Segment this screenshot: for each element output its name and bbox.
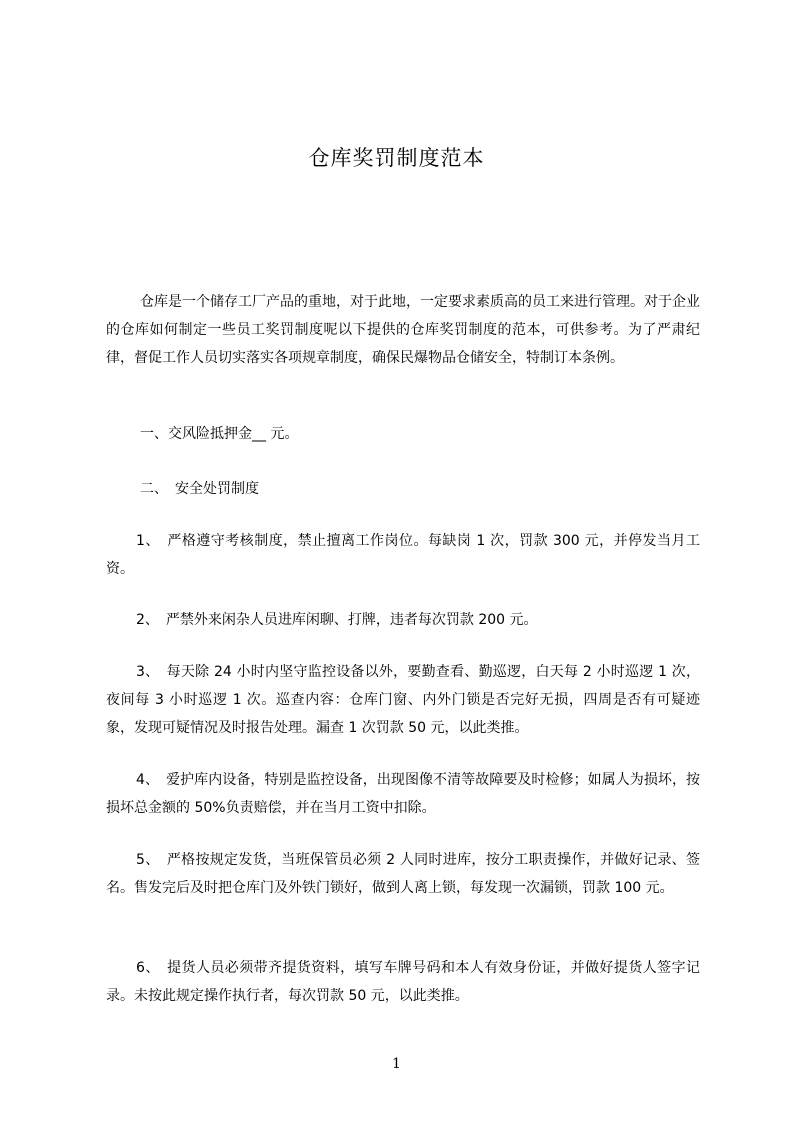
section-1-heading: 一、交风险抵押金__ 元。 <box>140 426 299 442</box>
intro-paragraph: 仓库是一个储存工厂产品的重地，对于此地，一定要求素质高的员工来进行管理。对于企业的仓库如何制定一些员工奖罚制度呢以下提供的仓库奖罚制度的范本，可供参考。为了严肃纪律，督促工作人员切实落实各项规章制度，确保民爆物品仓储安全，特制订本条例。 <box>106 294 700 366</box>
rule-item-1: 1、 严格遵守考核制度，禁止擅离工作岗位。每缺岗 1 次，罚款 300 元，并停发当月工资。 <box>106 533 700 577</box>
rule-item-3: 3、 每天除 24 小时内坚守监控设备以外，要勤查看、勤巡逻，白天每 2 小时巡逻 1 次，夜间每 3 小时巡逻 1 次。巡查内容：仓库门窗、内外门锁是否完好无损，四周是否有可疑迹象，发现可疑情况及时报告处理。漏查 1 次罚款 50 元，以此类推。 <box>106 664 700 736</box>
rule-item-5: 5、 严格按规定发货，当班保管员必须 2 人同时进库，按分工职责操作，并做好记录、签名。售发完后及时把仓库门及外铁门锁好，做到人离上锁，每发现一次漏锁，罚款 100 元。 <box>106 852 700 896</box>
rule-item-4: 4、 爱护库内设备，特别是监控设备，出现图像不清等故障要及时检修；如属人为损坏，按损坏总金额的 50%负责赔偿，并在当月工资中扣除。 <box>106 772 700 816</box>
rule-item-6: 6、 提货人员必须带齐提货资料，填写车牌号码和本人有效身份证，并做好提货人签字记录。未按此规定操作执行者，每次罚款 50 元，以此类推。 <box>106 960 700 1004</box>
section-2-heading: 二、 安全处罚制度 <box>140 481 259 497</box>
page-number: 1 <box>392 1056 401 1072</box>
document-title: 仓库奖罚制度范本 <box>308 146 485 170</box>
rule-item-2: 2、 严禁外来闲杂人员进库闲聊、打牌，违者每次罚款 200 元。 <box>136 612 538 628</box>
